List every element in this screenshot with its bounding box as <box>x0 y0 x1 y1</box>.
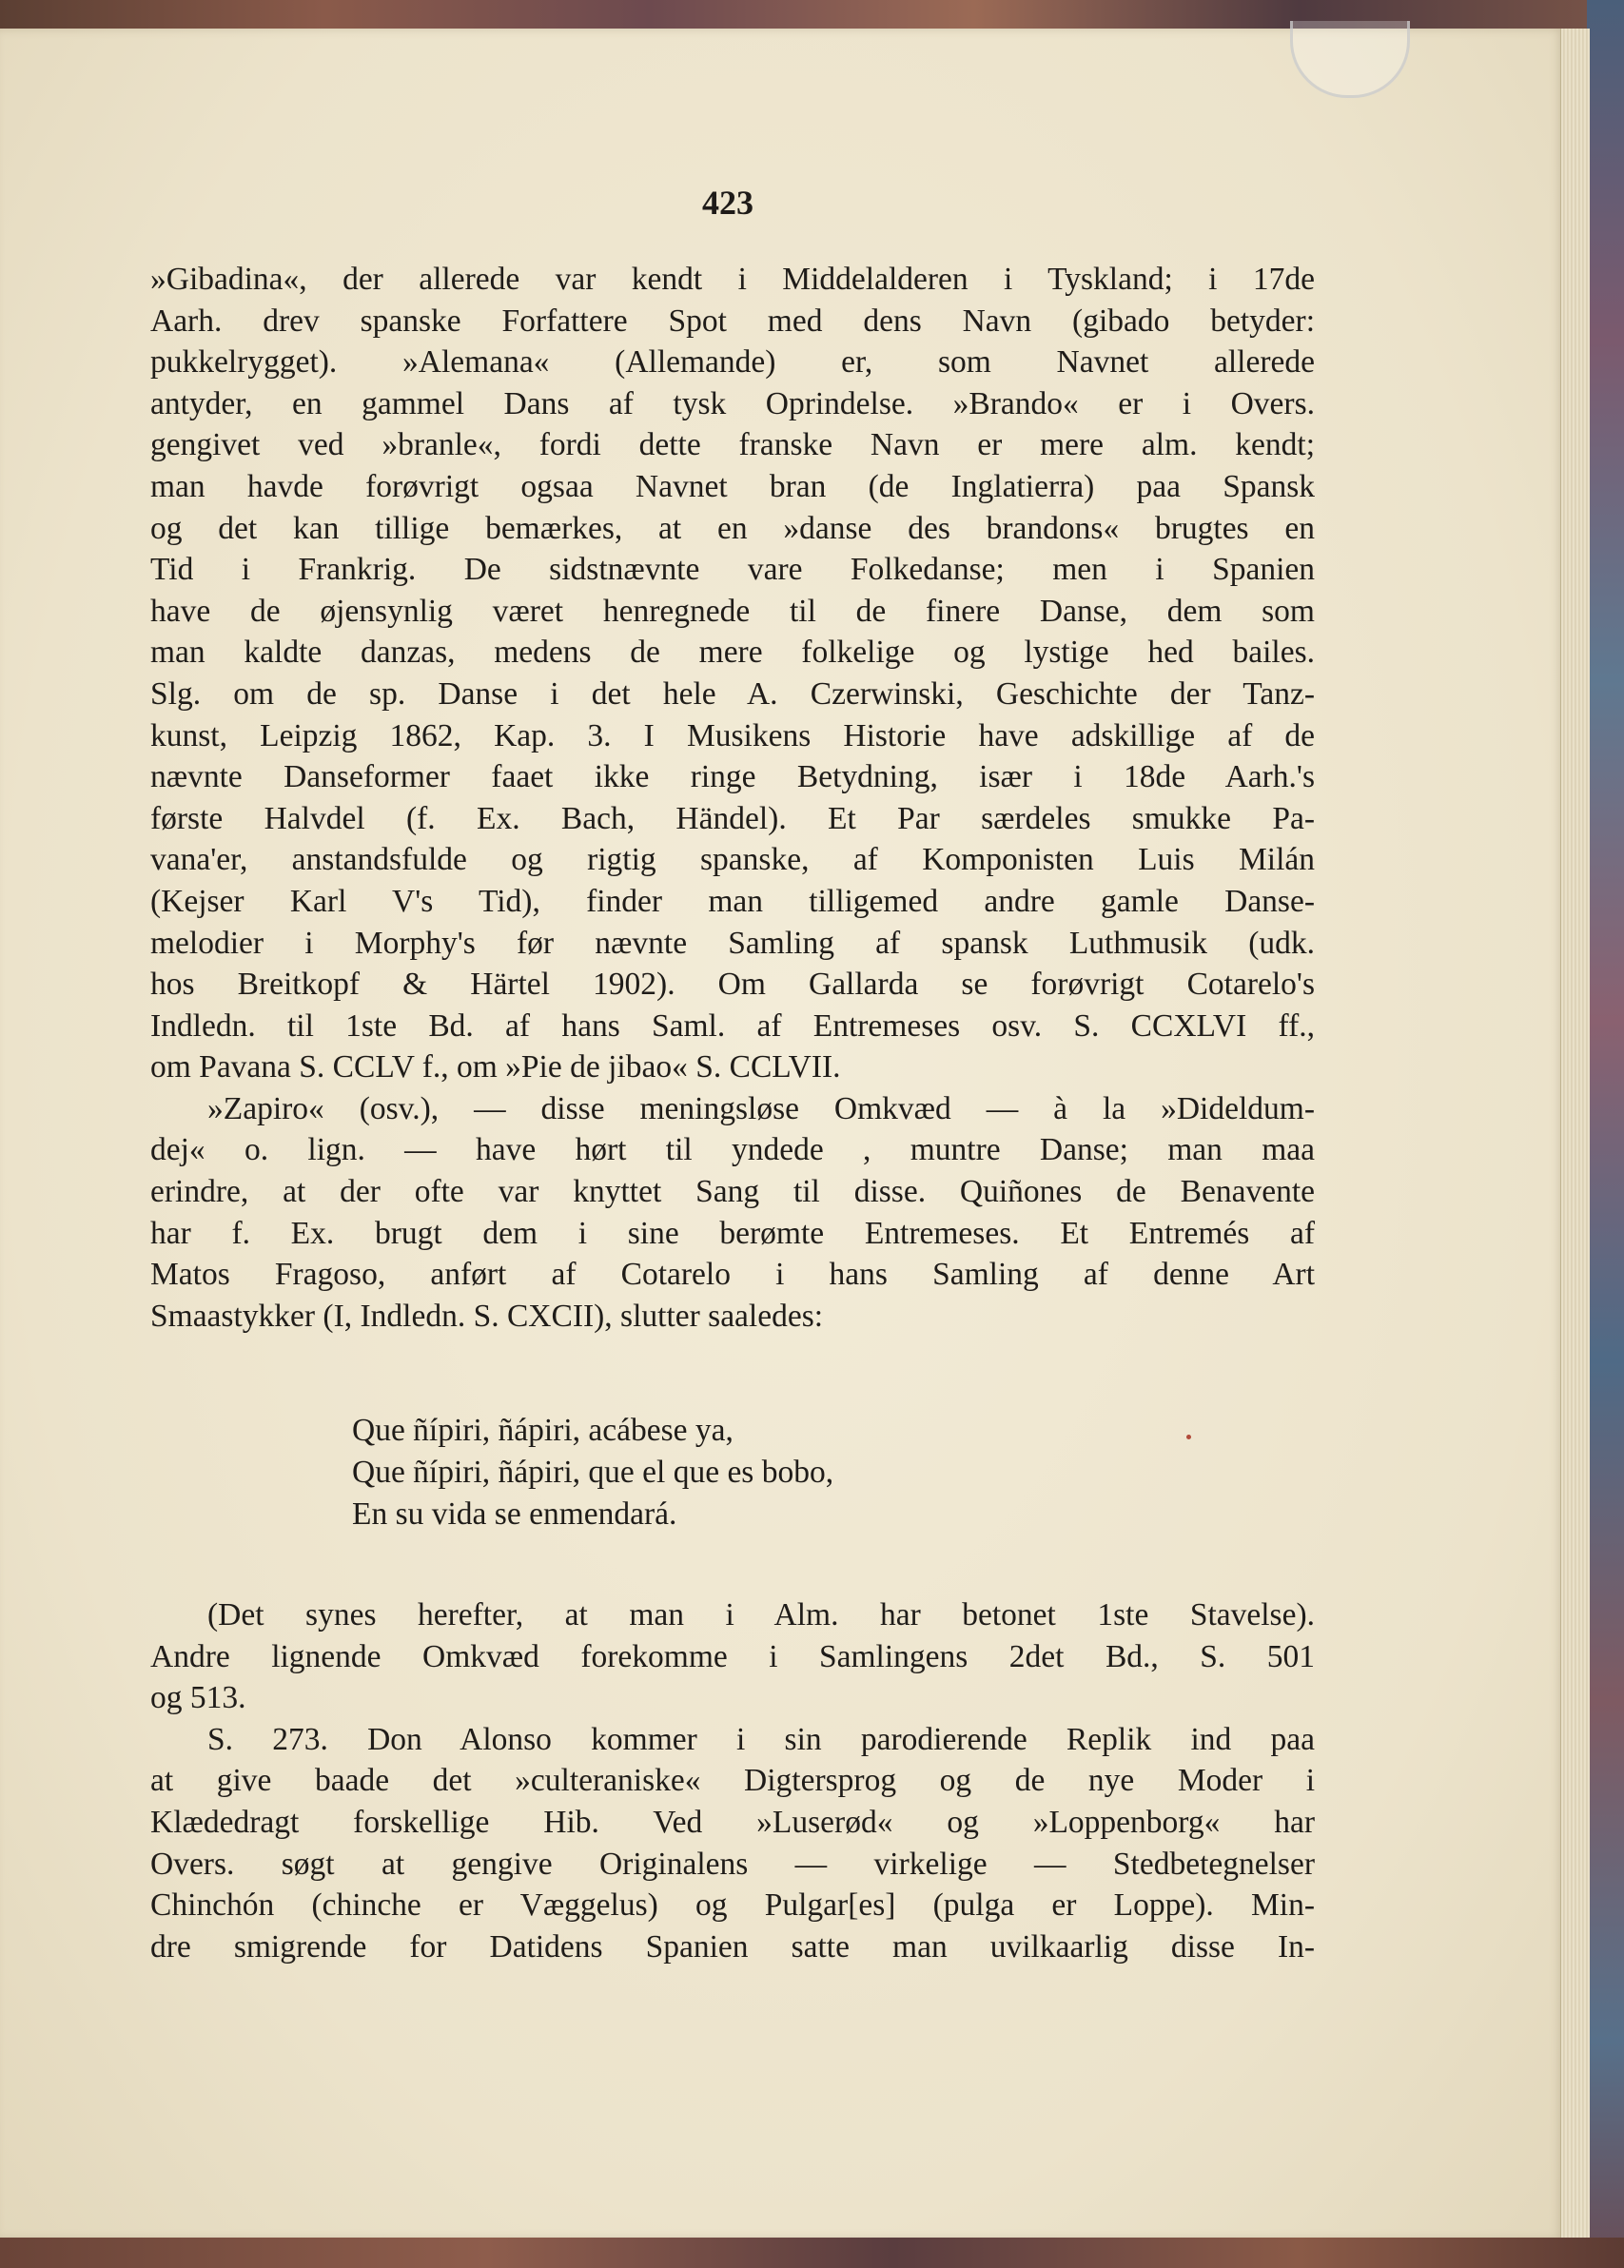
text-line: (Kejser Karl V's Tid), finder man tilligemed andre gamle Danse- <box>150 883 1315 919</box>
text-line: S. 273. Don Alonso kommer i sin parodierende Replik ind paa <box>207 1721 1315 1757</box>
text-line: Matos Fragoso, anført af Cotarelo i hans Samling af denne Art <box>150 1257 1315 1293</box>
text-line: Klædedragt forskellige Hib. Ved »Luserød« og »Loppenborg« har <box>150 1804 1315 1840</box>
text-line: vana'er, anstandsfulde og rigtig spanske, af Komponisten Luis Milán <box>150 842 1315 878</box>
text-line: Overs. søgt at gengive Originalens — virkelige — Stedbetegnelser <box>150 1846 1315 1882</box>
text-line: og 513. <box>150 1680 246 1716</box>
poem-line: Que ñípiri, ñápiri, acábese ya, <box>352 1413 734 1448</box>
text-line: »Zapiro« (osv.), — disse meningsløse Omkvæd — à la »Dideldum- <box>207 1090 1315 1126</box>
text-line: Andre lignende Omkvæd forekomme i Samlingens 2det Bd., S. 501 <box>150 1638 1315 1674</box>
text-line: gengivet ved »branle«, fordi dette franske Navn er mere alm. kendt; <box>150 427 1315 463</box>
book-cover-marbled-edge <box>1587 0 1624 2268</box>
text-line: Smaastykker (I, Indledn. S. CXCII), slutter saaledes: <box>150 1298 824 1334</box>
text-line: første Halvdel (f. Ex. Bach, Händel). Et Par særdeles smukke Pa- <box>150 800 1315 836</box>
book-cover-bottom-edge <box>0 2238 1624 2268</box>
main-text-continued <box>150 1594 1315 1967</box>
text-line: pukkelrygget). »Alemana« (Allemande) er, som Navnet allerede <box>150 344 1315 381</box>
text-line: (Det synes herefter, at man i Alm. har betonet 1ste Stavelse). <box>207 1597 1315 1633</box>
text-line: har f. Ex. brugt dem i sine berømte Entremeses. Et Entremés af <box>150 1215 1315 1251</box>
poem-line: Que ñípiri, ñápiri, que el que es bobo, <box>352 1455 834 1490</box>
text-line: Slg. om de sp. Danse i det hele A. Czerwinski, Geschichte der Tanz- <box>150 675 1315 712</box>
text-line: og det kan tillige bemærkes, at en »danse des brandons« brugtes en <box>150 510 1315 546</box>
text-line: hos Breitkopf & Härtel 1902). Om Gallarda se forøvrigt Cotarelo's <box>150 967 1315 1003</box>
text-line: erindre, at der ofte var knyttet Sang til disse. Quiñones de Benavente <box>150 1174 1315 1210</box>
text-line: man kaldte danzas, medens de mere folkelige og lystige hed bailes. <box>150 635 1315 671</box>
poem-quote <box>352 1410 833 1535</box>
text-line: dre smigrende for Datidens Spanien satte man uvilkaarlig disse In- <box>150 1928 1315 1965</box>
text-line: dej« o. lign. — have hørt til yndede , muntre Danse; man maa <box>150 1132 1315 1168</box>
text-line: Tid i Frankrig. De sidstnævnte vare Folkedanse; men i Spanien <box>150 552 1315 588</box>
text-line: antyder, en gammel Dans af tysk Oprindelse. »Brando« er i Overs. <box>150 385 1315 421</box>
page-number: 423 <box>702 184 753 222</box>
poem-line: En su vida se enmendará. <box>352 1496 677 1532</box>
text-line: kunst, Leipzig 1862, Kap. 3. I Musikens Historie have adskillige af de <box>150 717 1315 753</box>
main-text <box>150 259 1315 1337</box>
ink-speck <box>1186 1435 1191 1439</box>
text-line: Indledn. til 1ste Bd. af hans Saml. af Entremeses osv. S. CCXLVI ff., <box>150 1007 1315 1044</box>
text-line: Aarh. drev spanske Forfattere Spot med dens Navn (gibado betyder: <box>150 303 1315 339</box>
text-line: »Gibadina«, der allerede var kendt i Middelalderen i Tyskland; i 17de <box>150 262 1315 297</box>
page-stack-edges <box>1560 29 1590 2239</box>
text-line: melodier i Morphy's før nævnte Samling af spansk Luthmusik (udk. <box>150 925 1315 961</box>
text-line: om Pavana S. CCLV f., om »Pie de jibao« S. CCLVII. <box>150 1049 841 1085</box>
text-line: at give baade det »culteraniske« Digtersprog og de nye Moder i <box>150 1763 1315 1799</box>
text-line: Chinchón (chinche er Væggelus) og Pulgar[es] (pulga er Loppe). Min- <box>150 1887 1315 1924</box>
text-line: nævnte Danseformer faaet ikke ringe Betydning, især i 18de Aarh.'s <box>150 759 1315 795</box>
text-line: have de øjensynlig været henregnede til de finere Danse, dem som <box>150 593 1315 629</box>
text-line: man havde forøvrigt ogsaa Navnet bran (de Inglatierra) paa Spansk <box>150 468 1315 504</box>
